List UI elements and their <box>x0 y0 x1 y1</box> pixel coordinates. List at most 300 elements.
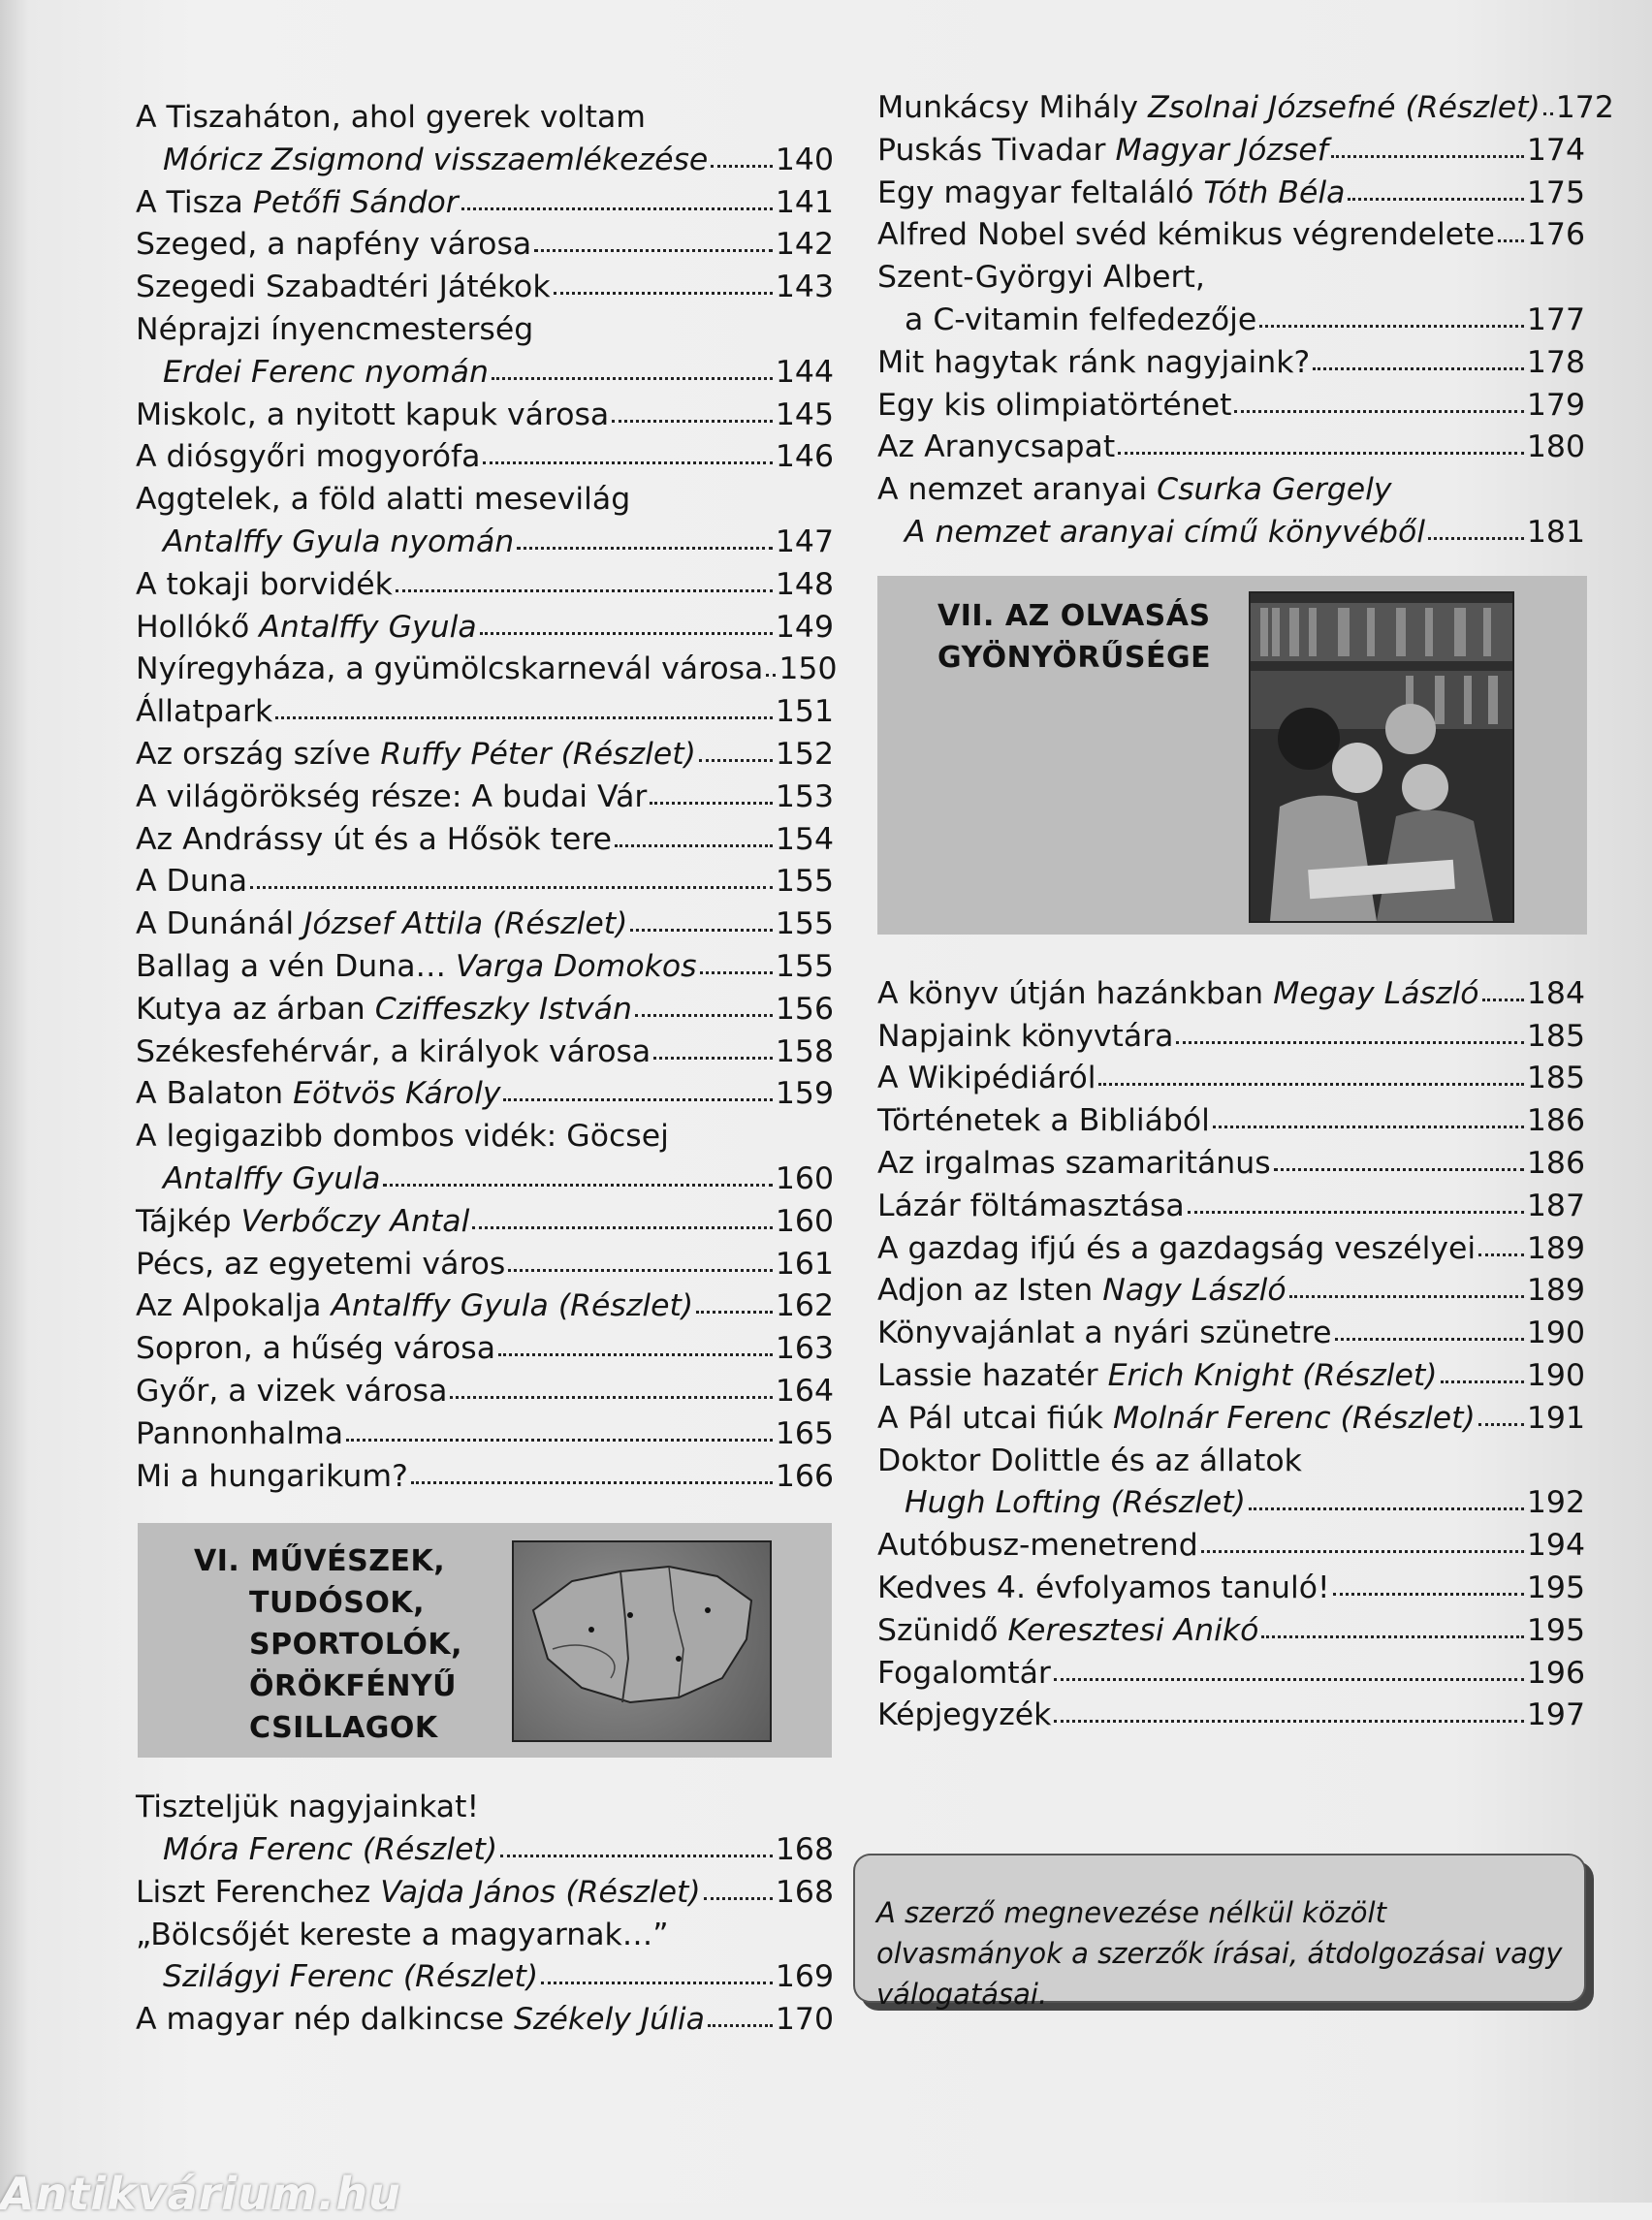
toc-entry-title: A Dunánál József Attila (Részlet) <box>136 906 628 942</box>
dot-leader <box>480 628 773 635</box>
toc-page-number: 189 <box>1526 1230 1585 1266</box>
toc-entry-title: Kutya az árban Cziffeszky István <box>136 991 632 1027</box>
toc-entry[interactable] <box>136 564 834 607</box>
toc-entry-line <box>136 224 834 267</box>
toc-entry-author: Magyar József <box>1115 132 1328 168</box>
toc-list-right-a <box>877 87 1614 555</box>
toc-page-number: 160 <box>775 1160 834 1196</box>
toc-entry-title: A gazdag ifjú és a gazdagság veszélyei <box>877 1230 1477 1266</box>
toc-page-number: 196 <box>1526 1655 1585 1691</box>
toc-entry-line <box>136 564 834 607</box>
toc-entry-line <box>136 267 834 309</box>
toc-page-number: 190 <box>1526 1357 1585 1393</box>
toc-entry[interactable] <box>136 479 834 564</box>
toc-page-number: 187 <box>1526 1188 1585 1223</box>
toc-entry[interactable] <box>136 607 834 650</box>
toc-entry[interactable] <box>877 1100 1585 1143</box>
toc-page-number: 191 <box>1526 1400 1585 1436</box>
toc-entry-title: Mit hagytak ránk nagyjaink? <box>877 344 1311 380</box>
dot-leader <box>615 840 773 847</box>
toc-page-number: 160 <box>775 1203 834 1239</box>
toc-page-number: 168 <box>775 1874 834 1910</box>
toc-entry-line <box>877 512 1585 555</box>
toc-page-number: 195 <box>1526 1612 1585 1648</box>
dot-leader <box>534 245 773 252</box>
dot-leader <box>461 204 773 210</box>
library-children-photo <box>1249 591 1514 923</box>
toc-page-number: 155 <box>775 906 834 942</box>
toc-entry-title: Székesfehérvár, a királyok városa <box>136 1033 651 1069</box>
toc-page-number: 154 <box>775 821 834 857</box>
toc-entry[interactable] <box>136 1456 834 1499</box>
toc-entry[interactable] <box>136 1787 834 1872</box>
toc-entry[interactable] <box>877 1355 1585 1398</box>
toc-entry-line <box>136 989 834 1031</box>
toc-page-number: 184 <box>1526 975 1585 1011</box>
toc-entry-line <box>136 1201 834 1244</box>
dot-leader <box>1118 448 1524 455</box>
toc-page-number: 168 <box>775 1832 834 1868</box>
toc-entry[interactable] <box>877 1270 1585 1313</box>
dot-leader <box>1478 1419 1524 1426</box>
toc-entry-title: Tájkép Verbőczy Antal <box>136 1203 470 1239</box>
toc-page-number: 172 <box>1555 90 1614 125</box>
toc-entry[interactable] <box>877 1058 1585 1100</box>
toc-entry[interactable] <box>877 1610 1585 1653</box>
toc-entry[interactable] <box>877 130 1585 173</box>
toc-entry-author: Keresztesi Anikó <box>1007 1612 1259 1648</box>
dot-leader <box>630 925 772 932</box>
toc-entry-line <box>877 214 1585 257</box>
toc-entry-title: Mi a hungarikum? <box>136 1458 408 1494</box>
toc-entry-title: Szeged, a napfény városa <box>136 227 532 263</box>
toc-page-number: 151 <box>775 694 834 730</box>
toc-entry-subtitle <box>163 1956 538 1999</box>
toc-page-number: 170 <box>775 2002 834 2038</box>
dot-leader <box>653 1053 773 1060</box>
toc-entry-subtitle <box>163 522 514 564</box>
dot-leader <box>1261 1632 1523 1638</box>
toc-page-number: 140 <box>775 142 834 177</box>
toc-entry-title: Kedves 4. évfolyamos tanuló! <box>877 1570 1330 1605</box>
author-note-text: A szerző megnevezése nélkül közölt olvasmányok a szerzők írásai, átdolgozásai vagy válogatásai. <box>876 1896 1563 2011</box>
toc-entry-line <box>877 427 1585 469</box>
dot-leader <box>1098 1079 1523 1086</box>
toc-entry-line <box>136 1371 834 1413</box>
toc-page-number: 185 <box>1526 1018 1585 1054</box>
toc-entry-line <box>877 1482 1585 1525</box>
toc-entry[interactable] <box>136 436 834 479</box>
dot-leader <box>541 1978 773 1984</box>
toc-page-number: 195 <box>1526 1570 1585 1605</box>
toc-entry-subtitle <box>905 1482 1246 1525</box>
toc-entry[interactable] <box>877 1398 1585 1441</box>
toc-entry-author: Erdei Ferenc nyomán <box>163 354 489 390</box>
dot-leader <box>450 1392 773 1399</box>
toc-list-left-b <box>136 1787 834 2042</box>
dot-leader <box>1498 236 1524 242</box>
toc-entry-title: A Wikipédiáról <box>877 1061 1096 1096</box>
toc-entry-title: Pannonhalma <box>136 1415 344 1451</box>
toc-entry-author: Antalffy Gyula <box>163 1160 381 1196</box>
toc-entry-title: Ballag a vén Duna… Varga Domokos <box>136 948 697 984</box>
toc-entry[interactable] <box>136 1413 834 1456</box>
toc-entry[interactable] <box>136 819 834 862</box>
toc-entry[interactable] <box>877 257 1585 342</box>
toc-entry-title: Könyvajánlat a nyári szünetre <box>877 1316 1332 1351</box>
toc-page-number: 186 <box>1526 1103 1585 1139</box>
toc-entry-line <box>136 691 834 734</box>
toc-entry-author: Hugh Lofting (Részlet) <box>905 1485 1246 1521</box>
toc-entry-line <box>136 436 834 479</box>
toc-entry-title: Hollókő Antalffy Gyula <box>136 609 477 645</box>
toc-entry-line <box>877 1525 1585 1568</box>
toc-entry-title: Az ország szíve Ruffy Péter (Részlet) <box>136 736 696 772</box>
toc-entry-line <box>136 904 834 946</box>
toc-page-number: 175 <box>1526 174 1585 210</box>
dot-leader <box>383 1180 772 1187</box>
toc-page-number: 197 <box>1526 1697 1585 1733</box>
toc-entry-author: Nagy László <box>1102 1273 1287 1309</box>
toc-entry[interactable] <box>136 1031 834 1074</box>
toc-page-number: 155 <box>775 948 834 984</box>
toc-entry-line <box>877 1186 1585 1228</box>
toc-page-number: 178 <box>1526 344 1585 380</box>
section-vi-line: VI. MŰVÉSZEK, <box>194 1544 446 1579</box>
dot-leader <box>1054 1674 1524 1681</box>
dot-leader <box>766 670 776 677</box>
toc-entry-line <box>877 1695 1585 1737</box>
toc-entry[interactable] <box>136 1872 834 1915</box>
toc-entry-title: Munkácsy Mihály Zsolnai Józsefné (Részlet) <box>877 90 1541 125</box>
toc-entry[interactable] <box>136 1201 834 1244</box>
toc-entry-author: Ruffy Péter (Részlet) <box>380 736 696 772</box>
toc-entry-title: Napjaink könyvtára <box>877 1018 1174 1054</box>
dot-leader <box>275 713 773 719</box>
toc-entry-title: Aggtelek, a föld alatti mesevilág <box>136 482 631 518</box>
toc-page-number: 149 <box>775 609 834 645</box>
dot-leader <box>472 1222 773 1229</box>
toc-entry-author: Erich Knight (Részlet) <box>1107 1357 1438 1393</box>
toc-entry-author: Tóth Béla <box>1203 174 1346 210</box>
toc-entry-title: A Tiszaháton, ahol gyerek voltam <box>136 100 646 135</box>
toc-entry[interactable] <box>877 1143 1585 1186</box>
toc-entry-line <box>877 342 1585 385</box>
toc-page-number: 158 <box>775 1033 834 1069</box>
section-vii-title <box>937 595 1211 679</box>
toc-entry[interactable] <box>877 1653 1585 1696</box>
toc-entry-line <box>136 182 834 225</box>
toc-entry-title: A világörökség része: A budai Vár <box>136 778 648 814</box>
toc-entry-line <box>877 1610 1585 1653</box>
toc-entry[interactable] <box>136 861 834 904</box>
toc-entry-line <box>877 1143 1585 1186</box>
dot-leader <box>1274 1164 1524 1171</box>
dot-leader <box>396 586 773 592</box>
dot-leader <box>1348 194 1523 201</box>
toc-entry-line <box>877 300 1585 342</box>
toc-entry-line <box>136 140 834 182</box>
toc-entry-title: Tiszteljük nagyjainkat! <box>136 1790 480 1825</box>
author-note-box <box>853 1854 1586 2011</box>
hungary-map-image <box>512 1540 772 1742</box>
toc-page-number: 190 <box>1526 1316 1585 1351</box>
toc-entry[interactable] <box>877 342 1585 385</box>
toc-page-number: 165 <box>775 1415 834 1451</box>
toc-entry-line <box>877 973 1585 1016</box>
toc-entry-title: A Balaton Eötvös Károly <box>136 1076 501 1112</box>
section-vi-line: CSILLAGOK <box>249 1711 438 1746</box>
toc-entry-line <box>136 1999 834 2042</box>
toc-entry[interactable] <box>136 1915 834 2000</box>
toc-entry[interactable] <box>136 904 834 946</box>
toc-entry[interactable] <box>877 427 1585 469</box>
toc-entry[interactable] <box>877 1016 1585 1059</box>
toc-entry[interactable] <box>136 777 834 819</box>
toc-entry-title: Nyíregyháza, a gyümölcskarnevál városa <box>136 651 764 687</box>
toc-entry-title: Egy magyar feltaláló Tóth Béla <box>877 174 1346 210</box>
toc-entry-title: A magyar nép dalkincse Székely Júlia <box>136 2002 705 2038</box>
toc-entry-line <box>136 1031 834 1074</box>
toc-entry-line <box>136 1456 834 1499</box>
watermark: Antikvárium.hu <box>0 2168 401 2220</box>
dot-leader <box>1543 109 1553 115</box>
toc-entry[interactable] <box>877 973 1585 1016</box>
toc-page-number: 186 <box>1526 1145 1585 1181</box>
toc-page-number: 174 <box>1526 132 1585 168</box>
toc-entry[interactable] <box>136 649 838 691</box>
toc-right-column <box>877 87 1614 1737</box>
toc-entry-title: Szent-Györgyi Albert, <box>877 260 1205 296</box>
section-vii-banner <box>877 576 1587 935</box>
toc-entry[interactable] <box>136 1328 834 1371</box>
toc-page-number: 181 <box>1526 514 1585 550</box>
dot-leader <box>635 1010 773 1017</box>
toc-entry-author: Eötvös Károly <box>293 1076 501 1112</box>
toc-entry[interactable] <box>877 1186 1585 1228</box>
toc-entry-line <box>877 385 1585 428</box>
toc-entry-line <box>136 1285 834 1328</box>
toc-entry-title: Az Alpokalja Antalffy Gyula (Részlet) <box>136 1288 694 1324</box>
toc-entry-line <box>877 173 1585 215</box>
toc-entry-author: Verbőczy Antal <box>240 1203 470 1239</box>
toc-page-number: 155 <box>775 864 834 900</box>
section-vi-line: SPORTOLÓK, <box>249 1628 463 1663</box>
dot-leader <box>503 1094 772 1101</box>
toc-entry[interactable] <box>877 173 1585 215</box>
toc-entry-line <box>136 352 834 395</box>
toc-entry[interactable] <box>877 385 1585 428</box>
dot-leader <box>1482 995 1524 1001</box>
dot-leader <box>1478 1250 1524 1256</box>
toc-left-column <box>136 97 838 2042</box>
toc-entry[interactable] <box>877 1568 1585 1610</box>
toc-entry-title: Adjon az Isten Nagy László <box>877 1273 1287 1309</box>
dot-leader <box>500 1851 773 1857</box>
toc-entry-line <box>136 395 834 437</box>
toc-page-number: 166 <box>775 1458 834 1494</box>
toc-entry-title: A Pál utcai fiúk Molnár Ferenc (Részlet) <box>877 1400 1476 1436</box>
toc-page-number: 163 <box>775 1331 834 1367</box>
toc-page-number: 144 <box>775 354 834 390</box>
toc-entry-line <box>877 1568 1585 1610</box>
toc-page-number: 153 <box>775 778 834 814</box>
toc-entry[interactable] <box>136 734 834 777</box>
toc-entry-author: Antalffy Gyula nyomán <box>163 523 515 559</box>
toc-entry[interactable] <box>877 1525 1585 1568</box>
toc-entry-line <box>136 1872 834 1915</box>
dot-leader <box>498 1349 773 1356</box>
dot-leader <box>517 543 773 550</box>
toc-entry-title: Liszt Ferenchez Vajda János (Részlet) <box>136 1874 701 1910</box>
dot-leader <box>1259 321 1524 328</box>
toc-entry-subtitle <box>163 1158 380 1201</box>
toc-entry-line <box>136 861 834 904</box>
toc-page-number: 162 <box>775 1288 834 1324</box>
toc-page-number: 169 <box>775 1959 834 1995</box>
toc-entry-author: Cziffeszky István <box>374 991 632 1027</box>
toc-entry[interactable] <box>136 1116 834 1201</box>
toc-entry[interactable] <box>136 182 834 225</box>
dot-leader <box>1188 1207 1524 1214</box>
toc-entry-subtitle <box>163 1829 497 1872</box>
toc-entry-title: A tokaji borvidék <box>136 566 393 602</box>
toc-entry-title: Autóbusz-menetrend <box>877 1528 1198 1564</box>
section-vii-line: VII. AZ OLVASÁS <box>937 598 1211 633</box>
dot-leader <box>508 1265 773 1272</box>
toc-entry-title: A nemzet aranyai Csurka Gergely <box>877 472 1392 508</box>
toc-entry[interactable] <box>877 469 1585 555</box>
dot-leader <box>708 2020 773 2027</box>
toc-page-number: 161 <box>775 1246 834 1282</box>
toc-entry-title: Az Andrássy út és a Hősök tere <box>136 821 613 857</box>
toc-entry[interactable] <box>877 87 1614 130</box>
toc-entry[interactable] <box>136 267 834 309</box>
dot-leader <box>700 967 773 974</box>
toc-entry[interactable] <box>877 214 1585 257</box>
toc-entry-title: Képjegyzék <box>877 1697 1052 1733</box>
toc-entry-author: József Attila (Részlet) <box>303 906 628 942</box>
section-vi-line: ÖRÖKFÉNYŰ <box>249 1669 458 1704</box>
toc-page-number: 179 <box>1526 387 1585 423</box>
toc-entry-line <box>877 1270 1585 1313</box>
toc-entry[interactable] <box>136 97 834 182</box>
toc-entry[interactable] <box>136 691 834 734</box>
toc-entry[interactable] <box>136 989 834 1031</box>
toc-entry-line <box>136 1073 834 1116</box>
toc-entry-title: Történetek a Bibliából <box>877 1103 1210 1139</box>
toc-entry-line <box>136 819 834 862</box>
toc-entry-line <box>136 946 834 989</box>
toc-entry-title: Alfred Nobel svéd kémikus végrendelete <box>877 217 1495 253</box>
toc-entry-title: A könyv útján hazánkban Megay László <box>877 975 1479 1011</box>
toc-entry[interactable] <box>136 309 834 395</box>
toc-entry-author: Vajda János (Részlet) <box>380 1874 701 1910</box>
dot-leader <box>699 755 773 762</box>
toc-entry-title: A diósgyőri mogyorófa <box>136 439 481 475</box>
toc-entry[interactable] <box>136 395 834 437</box>
dot-leader <box>346 1435 773 1442</box>
toc-entry[interactable] <box>877 1313 1585 1355</box>
toc-page-number: 141 <box>775 184 834 220</box>
toc-page-number: 185 <box>1526 1061 1585 1096</box>
toc-entry-line <box>877 1058 1585 1100</box>
toc-entry[interactable] <box>136 1244 834 1286</box>
dot-leader <box>1176 1037 1523 1044</box>
dot-leader <box>650 798 772 805</box>
toc-entry-title: A Duna <box>136 864 248 900</box>
toc-entry-title: Egy kis olimpiatörténet <box>877 387 1232 423</box>
toc-entry-line <box>136 1244 834 1286</box>
toc-entry[interactable] <box>877 1228 1585 1271</box>
toc-entry-author: Móricz Zsigmond visszaemlékezése <box>163 142 709 177</box>
toc-entry-line <box>877 130 1585 173</box>
toc-entry-title: Pécs, az egyetemi város <box>136 1246 506 1282</box>
toc-entry[interactable] <box>136 1285 834 1328</box>
dot-leader <box>1313 364 1524 370</box>
toc-page-number: 194 <box>1526 1528 1585 1564</box>
toc-entry-line <box>136 1158 834 1201</box>
toc-entry-author: A nemzet aranyai című könyvéből <box>905 514 1425 550</box>
toc-entry-author: Szilágyi Ferenc (Részlet) <box>163 1959 539 1995</box>
toc-entry-line <box>136 1956 834 1999</box>
toc-entry[interactable] <box>136 1999 834 2042</box>
toc-entry-title: „Bölcsőjét kereste a magyarnak…” <box>136 1917 669 1952</box>
toc-entry-title: Szünidő Keresztesi Anikó <box>877 1612 1259 1648</box>
toc-entry-line <box>877 1228 1585 1271</box>
toc-page-number: 164 <box>775 1373 834 1409</box>
toc-entry-author: Varga Domokos <box>456 948 697 984</box>
toc-page-number: 189 <box>1526 1273 1585 1309</box>
toc-entry-line <box>136 1328 834 1371</box>
toc-entry-line <box>136 734 834 777</box>
toc-entry-line <box>877 1398 1585 1441</box>
dot-leader <box>483 458 772 464</box>
toc-page-number: 147 <box>775 523 834 559</box>
toc-entry-title: A Tisza Petőfi Sándor <box>136 184 459 220</box>
toc-entry[interactable] <box>136 224 834 267</box>
toc-entry-author: Székely Júlia <box>513 2002 705 2038</box>
dot-leader <box>411 1477 773 1484</box>
toc-entry-line <box>877 1355 1585 1398</box>
dot-leader <box>1201 1546 1524 1553</box>
toc-page-number: 159 <box>775 1076 834 1112</box>
toc-entry[interactable] <box>136 1371 834 1413</box>
dot-leader <box>1054 1716 1523 1723</box>
toc-entry[interactable] <box>136 946 834 989</box>
toc-list-right-b <box>877 973 1585 1737</box>
dot-leader <box>1249 1504 1524 1510</box>
toc-entry-line <box>877 1653 1585 1696</box>
toc-page-number: 152 <box>775 736 834 772</box>
toc-entry[interactable] <box>877 1695 1585 1737</box>
toc-entry-title: Az Aranycsapat <box>877 429 1116 465</box>
dot-leader <box>1335 1334 1524 1341</box>
toc-entry-title: A legigazibb dombos vidék: Göcsej <box>136 1119 669 1155</box>
toc-page-number: 142 <box>775 227 834 263</box>
toc-entry[interactable] <box>136 1073 834 1116</box>
toc-entry-title: Lassie hazatér Erich Knight (Részlet) <box>877 1357 1438 1393</box>
toc-entry[interactable] <box>877 1441 1585 1526</box>
toc-entry-line <box>877 87 1614 130</box>
toc-page-number: 148 <box>775 566 834 602</box>
dot-leader <box>1441 1377 1524 1383</box>
toc-entry-line <box>877 1100 1585 1143</box>
toc-entry-author: Zsolnai Józsefné (Részlet) <box>1148 90 1541 125</box>
toc-entry-subtitle <box>163 352 489 395</box>
toc-page-number: 145 <box>775 396 834 432</box>
dot-leader <box>1331 151 1524 158</box>
